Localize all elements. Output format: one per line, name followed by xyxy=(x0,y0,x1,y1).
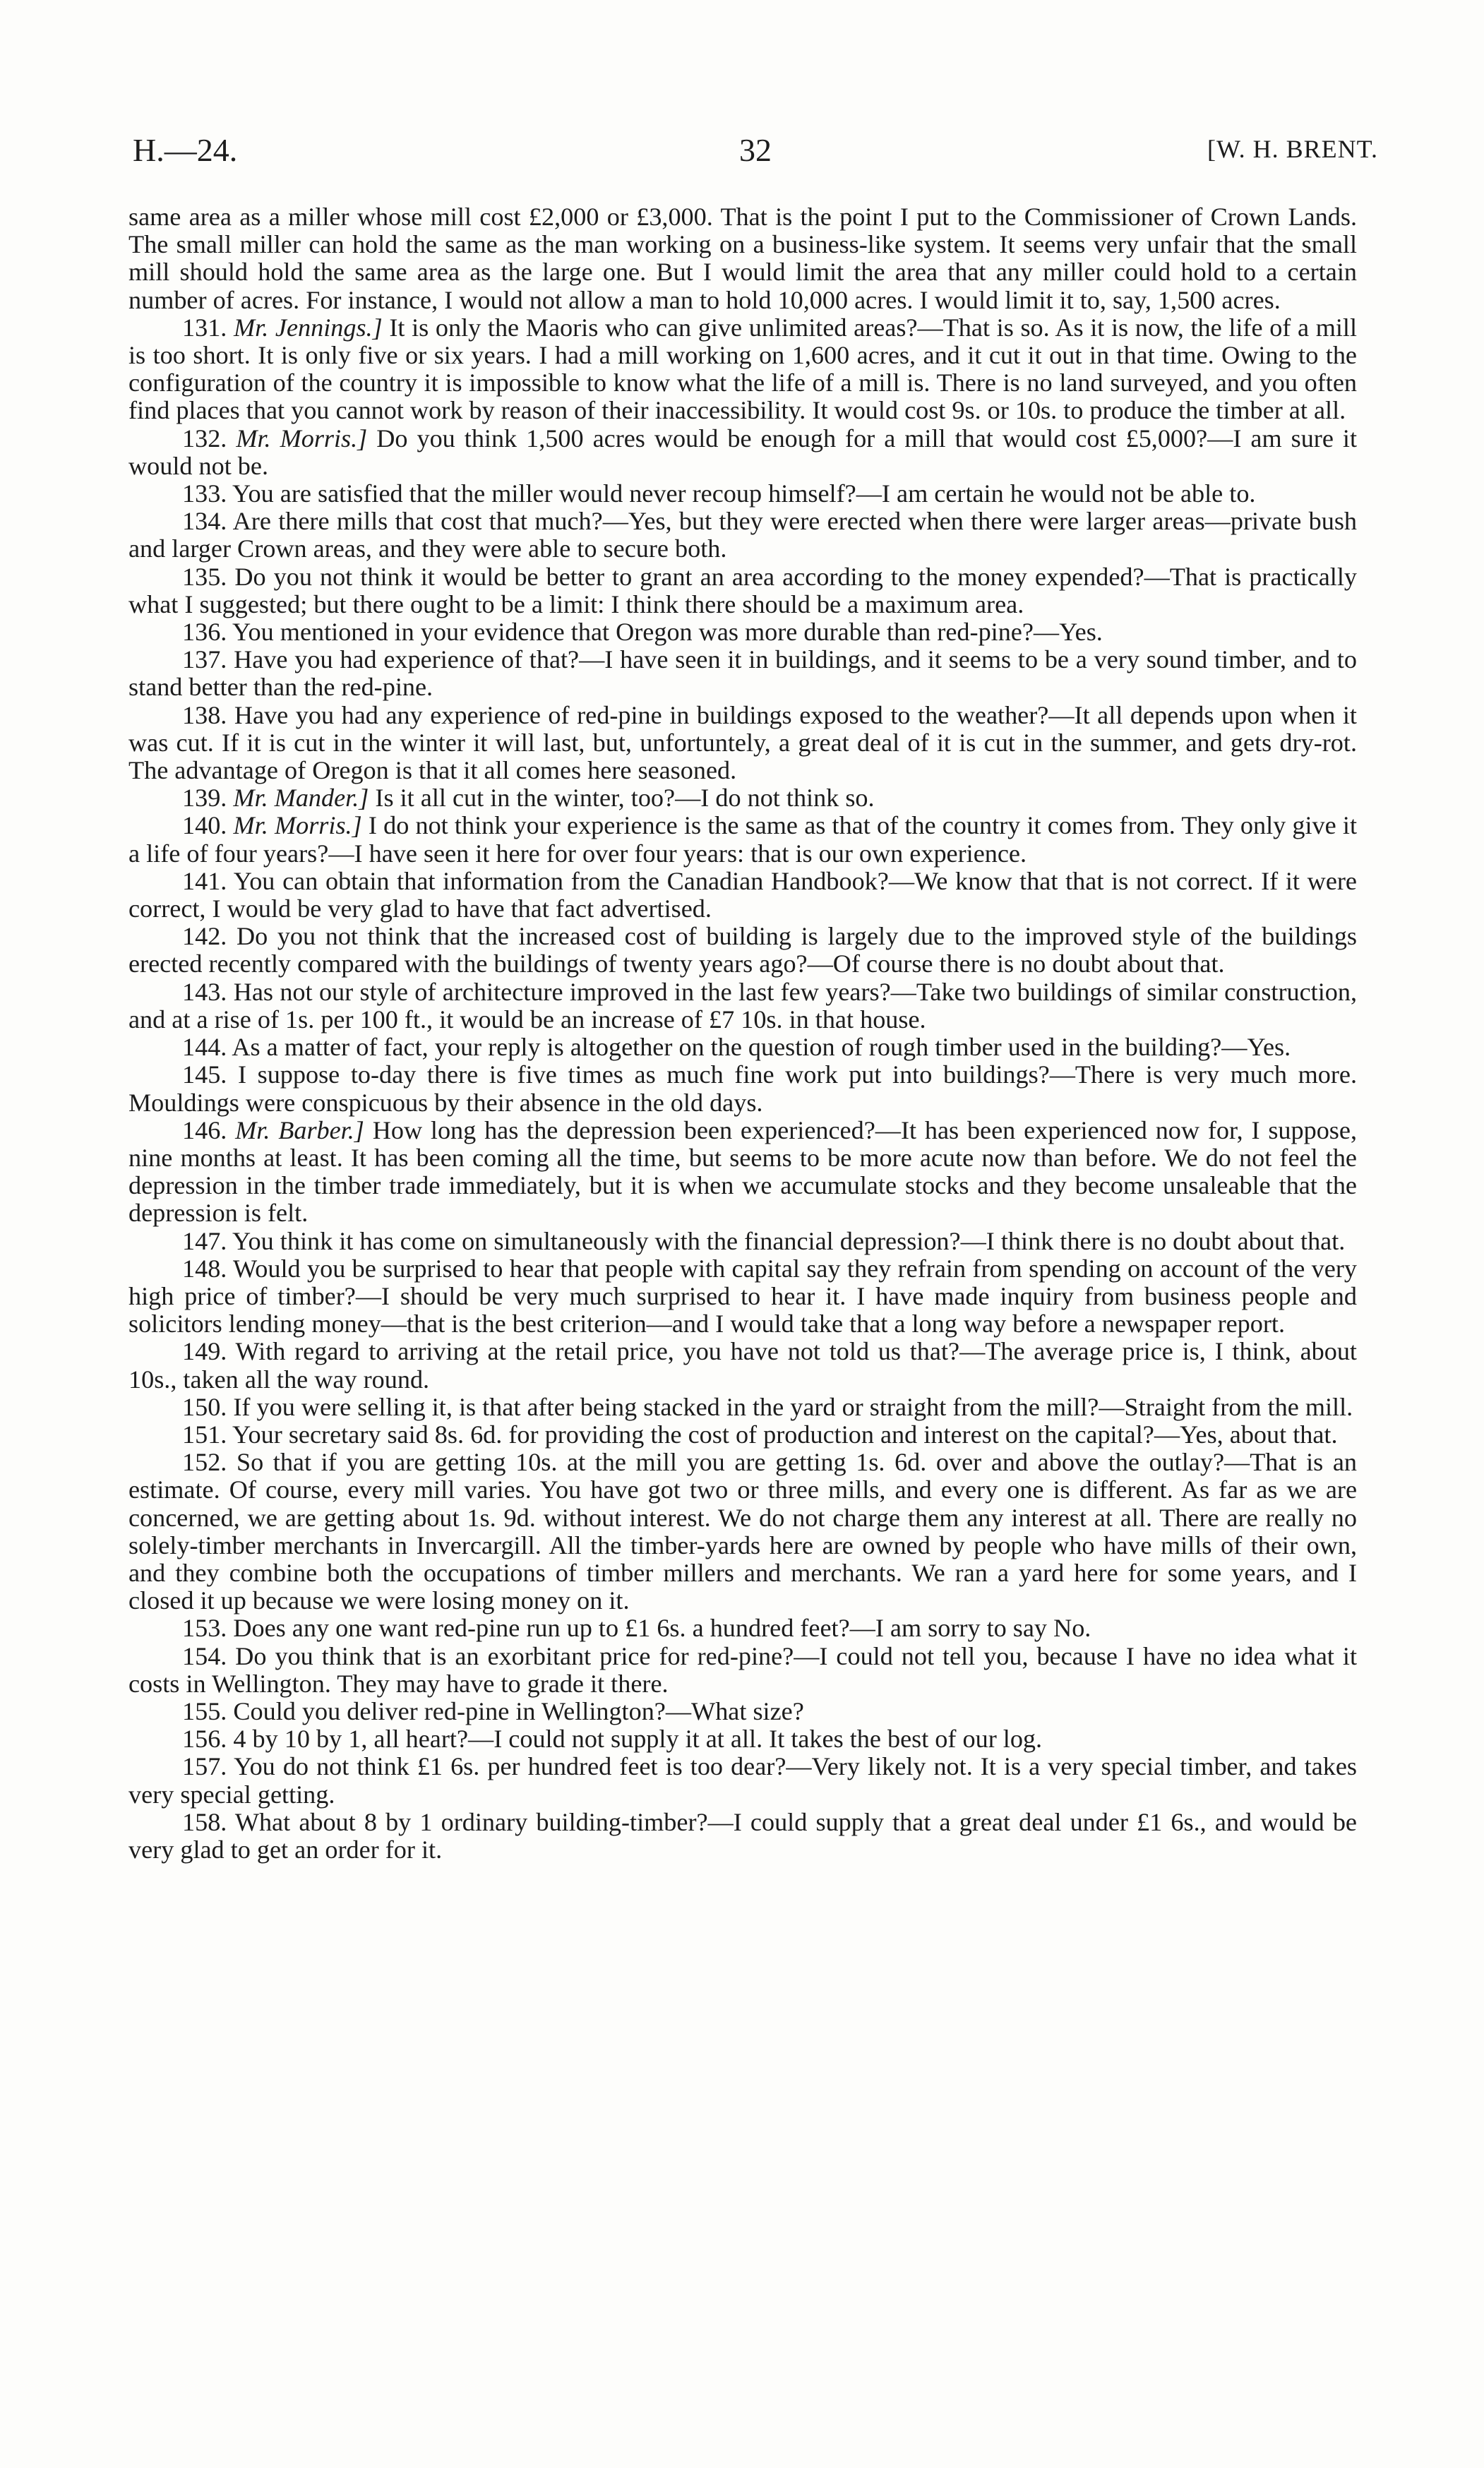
document-reference: H.—24. xyxy=(133,132,238,168)
question-141: 141. You can obtain that information from the Canadian Handbook?—We know that that is not correct. If it were correct, I would be very glad to have that fact advertised. xyxy=(128,866,1357,923)
question-144: 144. As a matter of fact, your reply is altogether on the question of rough timber used in the building?—Yes. xyxy=(182,1033,1291,1062)
question-158: 158. What about 8 by 1 ordinary building-timber?—I could supply that a great deal under £1 6s., and would be very glad to get an order for it. xyxy=(128,1807,1357,1864)
question-131: 131. Mr. Jennings.] It is only the Maoris who can give unlimited areas?—That is so. As it is now, the life of a mill is too short. It is only five or six years. I had a mill working on 1,600 acres, and it cut it out in that time. Owing to the configuration of the country it is impossible to know what the life of a mill is. There is no land surveyed, and you often find places that you cannot work by reason of their inaccessibility. It would cost 9s. or 10s. to produce the timber at all. xyxy=(128,313,1358,425)
witness-name: [W. H. BRENT. xyxy=(1207,135,1378,163)
question-137: 137. Have you had experience of that?—I have seen it in buildings, and it seems to be a very sound timber, and to stand better than the red-pine. xyxy=(128,645,1357,702)
page-number: 32 xyxy=(739,132,772,168)
question-156: 156. 4 by 10 by 1, all heart?—I could not supply it at all. It takes the best of our log. xyxy=(182,1725,1043,1754)
question-145: 145. I suppose to-day there is five times as much fine work put into buildings?—There is very much more. Mouldings were conspicuous by their absence in the old days. xyxy=(128,1060,1357,1117)
question-143: 143. Has not our style of architecture improved in the last few years?—Take two buildings of similar construction, and at a rise of 1s. per 100 ft., it would be an increase of £7 10s. in that house. xyxy=(128,977,1358,1034)
question-157: 157. You do not think £1 6s. per hundred feet is too dear?—Very likely not. It is a very special timber, and takes very special getting. xyxy=(128,1752,1357,1809)
question-149: 149. With regard to arriving at the retail price, you have not told us that?—The average price is, I think, about 10s., taken all the way round. xyxy=(128,1337,1357,1394)
page-header xyxy=(133,131,1378,174)
speaker: Mr. Morris.] xyxy=(236,424,368,453)
question-140: 140. Mr. Morris.] I do not think your experience is the same as that of the country it comes from. They only give it a life of four years?—I have seen it here for over four years: that is our own experience. xyxy=(128,811,1358,868)
question-142: 142. Do you not think that the increased cost of building is largely due to the improved style of the buildings erected recently compared with the buildings of twenty years ago?—Of course there is no doubt about that. xyxy=(128,922,1358,978)
question-139: 139. Mr. Mander.] Is it all cut in the winter, too?—I do not think so. xyxy=(182,784,875,813)
question-138: 138. Have you had any experience of red-pine in buildings exposed to the weather?—It all depends upon when it was cut. If it is cut in the winter it will last, but, unfortuntely, a great deal of it is cut in the summer, and gets dry-rot. The advantage of Oregon is that it all comes here seasoned. xyxy=(128,700,1357,785)
question-147: 147. You think it has come on simultaneously with the financial depression?—I think there is no doubt about that. xyxy=(182,1226,1346,1255)
speaker: Mr. Barber.] xyxy=(235,1115,364,1144)
speaker: Mr. Morris.] xyxy=(233,811,362,840)
question-135: 135. Do you not think it would be better to grant an area according to the money expended?—That is practically what I suggested; but there ought to be a limit: I think there should be a maximum area. xyxy=(128,562,1358,618)
question-152: 152. So that if you are getting 10s. at the mill you are getting 1s. 6d. over and above the outlay?—That is an estimate. Of course, every mill varies. You have got two or three mills, and every one is different. As far as we are concerned, we are getting about 1s. 9d. without interest. We do not charge them any interest at all. There are really no solely-timber merchants in Invercargill. All the timber-yards here are owned by people who have mills of their own, and they combine both the occupations of timber millers and merchants. We ran a yard here for some years, and I closed it up because we were losing money on it. xyxy=(128,1448,1358,1615)
question-151: 151. Your secretary said 8s. 6d. for providing the cost of production and interest on the capital?—Yes, about that. xyxy=(182,1420,1338,1449)
speaker: Mr. Mander.] xyxy=(233,784,369,813)
speaker: Mr. Jennings.] xyxy=(234,313,383,342)
question-150: 150. If you were selling it, is that after being stacked in the yard or straight from the mill?—Straight from the mill. xyxy=(182,1392,1353,1421)
question-133: 133. You are satisfied that the miller would never recoup himself?—I am certain he would not be able to. xyxy=(182,479,1256,508)
question-132: 132. Mr. Morris.] Do you think 1,500 acres would be enough for a mill that would cost £5,000?—I am sure it would not be. xyxy=(128,424,1358,480)
question-148: 148. Would you be surprised to hear that people with capital say they refrain from spending on account of the very high price of timber?—I should be very much surprised to hear it. I have made inquiry from business people and solicitors lending money—that is the best criterion—and I would take that a long way before a newspaper report. xyxy=(128,1254,1357,1338)
testimony-body xyxy=(128,203,1357,1864)
question-153: 153. Does any one want red-pine run up to £1 6s. a hundred feet?—I am sorry to say No. xyxy=(182,1614,1091,1643)
paragraph-continuation: same area as a miller whose mill cost £2,000 or £3,000. That is the point I put to the Commissioner of Crown Lands. The small miller can hold the same as the man working on a business-like system. It seems very unfair that the small mill should hold the same area as the large one. But I would limit the area that any miller could hold to a certain number of acres. For instance, I would not allow a man to hold 10,000 acres. I would limit it to, say, 1,500 acres. xyxy=(128,203,1357,314)
question-134: 134. Are there mills that cost that much?—Yes, but they were erected when there were larger areas—private bush and larger Crown areas, and they were able to secure both. xyxy=(128,507,1357,563)
question-146: 146. Mr. Barber.] How long has the depression been experienced?—It has been experienced now for, I suppose, nine months at least. It has been coming all the time, but seems to be more acute now than before. We do not feel the depression in the timber trade immediately, but it is when we accumulate stocks and they become unsaleable that the depression is felt. xyxy=(128,1115,1357,1228)
question-154: 154. Do you think that is an exorbitant price for red-pine?—I could not tell you, because I have no idea what it costs in Wellington. They may have to grade it there. xyxy=(128,1641,1357,1698)
question-136: 136. You mentioned in your evidence that Oregon was more durable than red-pine?—Yes. xyxy=(182,618,1103,647)
question-155: 155. Could you deliver red-pine in Wellington?—What size? xyxy=(182,1696,804,1725)
